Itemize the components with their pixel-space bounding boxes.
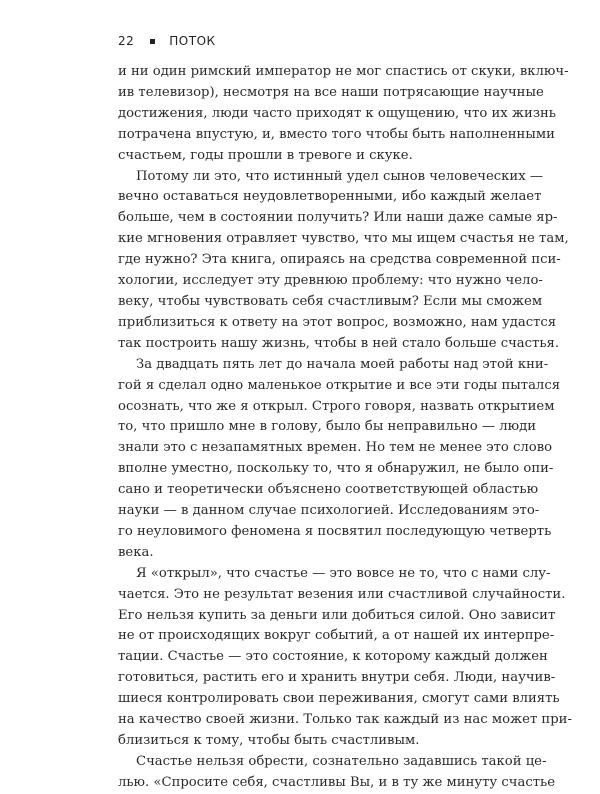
text-line: века. (118, 544, 154, 560)
text-line: знали это с незапамятных времен. Но тем не менее это слово (118, 440, 553, 456)
text-line: близиться к тому, чтобы быть счастливым. (118, 733, 420, 748)
text-line: больше, чем в состоянии получить? Или наши даже самые яр- (118, 210, 558, 226)
running-header (118, 34, 216, 48)
paragraph (118, 355, 561, 564)
paragraph (118, 752, 555, 794)
text-line: осознать, что же я открыл. Строго говоря, назвать открытием (118, 398, 555, 414)
text-line: Я «открыл», что счастье — это вовсе не то, что с нами слу- (136, 565, 551, 581)
text-line: Потому ли это, что истинный удел сынов человеческих — (136, 168, 544, 184)
text-line: ив телевизор), несмотря на все наши потрясающие научные (118, 84, 544, 100)
paragraph (118, 564, 572, 752)
text-line: и ни один римский император не мог спастись от скуки, включ- (118, 64, 569, 79)
text-line: тации. Счастье — это состояние, к которому каждый должен (118, 649, 548, 665)
text-line: чается. Это не результат везения или счастливой случайности. (118, 586, 566, 602)
body-text (118, 62, 572, 794)
text-line: хологии, исследует эту древнюю проблему: что нужно чело- (118, 273, 543, 289)
text-line: лью. «Спросите себя, счастливы Вы, и в ту же минуту счастье (118, 774, 555, 790)
text-line: науки — в данном случае психологией. Исследованиям это- (118, 503, 540, 519)
page-number: 22 (118, 34, 135, 48)
bullet-separator (150, 39, 155, 44)
text-line: сано и теоретически объяснено соответствующей областью (118, 482, 539, 498)
text-line: вечно оставаться неудовлетворенными, ибо каждый желает (118, 189, 542, 205)
text-line: счастьем, годы прошли в тревоге и скуке. (118, 147, 413, 163)
text-line: гой я сделал одно маленькое открытие и все эти годы пытался (118, 377, 561, 393)
text-line: го неуловимого феномена я посвятил последующую четверть (118, 523, 552, 539)
text-line: Счастье нельзя обрести, сознательно задавшись такой це- (136, 753, 547, 769)
paragraph (118, 62, 569, 167)
text-line: кие мгновения отравляет чувство, что мы ищем счастья не там, (118, 231, 569, 247)
running-title: ПОТОК (169, 34, 216, 48)
text-line: на качество своей жизни. Только так каждый из нас может при- (118, 712, 572, 728)
text-line: не от происходящих вокруг событий, а от нашей их интерпре- (118, 628, 555, 644)
text-line: вполне уместно, поскольку то, что я обнаружил, не было опи- (118, 461, 554, 477)
text-line: достижения, люди часто приходят к ощущению, что их жизнь (118, 105, 556, 121)
text-line: готовиться, растить его и хранить внутри себя. Люди, научив- (118, 670, 556, 686)
paragraph (118, 167, 569, 355)
text-line: так построить нашу жизнь, чтобы в ней стало больше счастья. (118, 335, 560, 351)
text-line: потрачена впустую, и, вместо того чтобы быть наполненными (118, 126, 555, 142)
text-line: приблизиться к ответу на этот вопрос, возможно, нам удастся (118, 314, 557, 330)
text-line: Его нельзя купить за деньги или добиться силой. Оно зависит (118, 607, 556, 623)
text-line: то, что пришло мне в голову, было бы неправильно — люди (118, 419, 537, 435)
text-line: За двадцать пять лет до начала моей работы над этой кни- (136, 356, 549, 372)
text-line: веку, чтобы чувствовать себя счастливым? Если мы сможем (118, 293, 543, 309)
text-line: шиеся контролировать свои переживания, смогут сами влиять (118, 691, 560, 707)
text-line: где нужно? Эта книга, опираясь на средства современной пси- (118, 252, 561, 268)
